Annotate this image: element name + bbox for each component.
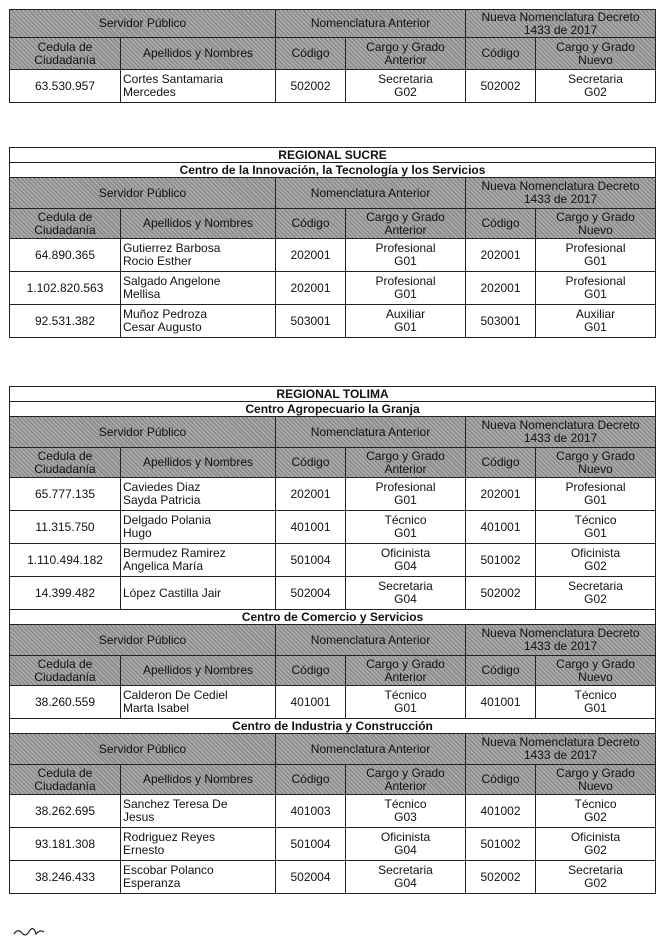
cell-codigo-anterior: 503001 xyxy=(276,305,346,338)
header-cargo-nuevo: Cargo y Grado Nuevo xyxy=(536,448,656,478)
header-cargo-anterior: Cargo y Grado Anterior xyxy=(346,209,466,239)
cell-cargo-nuevo: Oficinista G02 xyxy=(536,828,656,861)
cell-codigo-anterior: 501004 xyxy=(276,828,346,861)
cell-codigo-nuevo: 401002 xyxy=(466,795,536,828)
cell-cargo-nuevo: Técnico G01 xyxy=(536,686,656,719)
header-nom-anterior: Nomenclatura Anterior xyxy=(276,625,466,656)
centro-title: Centro de Industria y Construcción xyxy=(10,719,656,734)
cell-cargo-nuevo: Profesional G01 xyxy=(536,478,656,511)
cell-name: Escobar Polanco Esperanza xyxy=(121,861,276,894)
cell-codigo-nuevo: 501002 xyxy=(466,828,536,861)
table-row xyxy=(10,828,656,861)
header-cedula: Cedula de Ciudadanía xyxy=(10,448,121,478)
cell-cargo-anterior: Oficinista G04 xyxy=(346,828,466,861)
header-cedula: Cedula de Ciudadanía xyxy=(10,209,121,239)
header-servidor: Servidor Público xyxy=(10,10,276,38)
cell-cedula: 38.260.559 xyxy=(10,686,121,719)
header-codigo: Código xyxy=(276,38,346,70)
header-nom-nueva: Nueva Nomenclatura Decreto 1433 de 2017 xyxy=(466,10,656,38)
cell-codigo-anterior: 502004 xyxy=(276,577,346,610)
cell-cedula: 1.110.494.182 xyxy=(10,544,121,577)
header-codigo: Código xyxy=(276,765,346,795)
cell-cedula: 93.181.308 xyxy=(10,828,121,861)
table-row xyxy=(10,478,656,511)
cell-cargo-anterior: Oficinista G04 xyxy=(346,544,466,577)
cell-codigo-anterior: 401001 xyxy=(276,511,346,544)
cell-name: Bermudez Ramirez Angelica María xyxy=(121,544,276,577)
cell-codigo-nuevo: 502002 xyxy=(466,861,536,894)
header-nom-anterior: Nomenclatura Anterior xyxy=(276,417,466,448)
cell-cargo-anterior: Técnico G01 xyxy=(346,686,466,719)
cell-codigo-nuevo: 503001 xyxy=(466,305,536,338)
header-cargo-nuevo: Cargo y Grado Nuevo xyxy=(536,209,656,239)
centro-title: Centro de la Innovación, la Tecnología y los Servicios xyxy=(10,163,656,178)
cell-cargo-anterior: Secretaria G04 xyxy=(346,577,466,610)
cell-codigo-nuevo: 502002 xyxy=(466,577,536,610)
table-row xyxy=(10,70,656,103)
header-nom-anterior: Nomenclatura Anterior xyxy=(276,734,466,765)
cell-codigo-nuevo: 202001 xyxy=(466,478,536,511)
table-row xyxy=(10,305,656,338)
table-row xyxy=(10,544,656,577)
header-servidor: Servidor Público xyxy=(10,417,276,448)
cell-cedula: 38.246.433 xyxy=(10,861,121,894)
header-codigo: Código xyxy=(466,209,536,239)
cell-cedula: 92.531.382 xyxy=(10,305,121,338)
cell-codigo-nuevo: 502002 xyxy=(466,70,536,103)
header-nom-anterior: Nomenclatura Anterior xyxy=(276,178,466,209)
cell-codigo-anterior: 501004 xyxy=(276,544,346,577)
header-cargo-nuevo: Cargo y Grado Nuevo xyxy=(536,765,656,795)
header-nom-nueva: Nueva Nomenclatura Decreto 1433 de 2017 xyxy=(466,417,656,448)
header-cargo-nuevo: Cargo y Grado Nuevo xyxy=(536,656,656,686)
header-servidor: Servidor Público xyxy=(10,178,276,209)
cell-codigo-nuevo: 202001 xyxy=(466,239,536,272)
cell-cedula: 64.890.365 xyxy=(10,239,121,272)
cell-cargo-nuevo: Profesional G01 xyxy=(536,239,656,272)
header-apellidos: Apellidos y Nombres xyxy=(121,38,276,70)
cell-name: Sanchez Teresa De Jesus xyxy=(121,795,276,828)
centro-title: Centro Agropecuario la Granja xyxy=(10,402,656,417)
header-apellidos: Apellidos y Nombres xyxy=(121,209,276,239)
header-row-group xyxy=(10,10,656,38)
cell-name: Caviedes Diaz Sayda Patricia xyxy=(121,478,276,511)
cell-codigo-nuevo: 401001 xyxy=(466,511,536,544)
signature-mark xyxy=(12,924,72,938)
header-row-columns xyxy=(10,38,656,70)
table-row xyxy=(10,577,656,610)
header-nom-nueva: Nueva Nomenclatura Decreto 1433 de 2017 xyxy=(466,178,656,209)
cell-codigo-nuevo: 202001 xyxy=(466,272,536,305)
cell-codigo-anterior: 401001 xyxy=(276,686,346,719)
header-codigo: Código xyxy=(466,448,536,478)
regional-title: REGIONAL TOLIMA xyxy=(10,387,656,402)
cell-cargo-nuevo: Profesional G01 xyxy=(536,272,656,305)
header-codigo: Código xyxy=(466,38,536,70)
cell-cargo-nuevo: Oficinista G02 xyxy=(536,544,656,577)
header-cedula: Cedula de Ciudadanía xyxy=(10,38,121,70)
header-codigo: Código xyxy=(276,209,346,239)
centro-title: Centro de Comercio y Servicios xyxy=(10,610,656,625)
header-servidor: Servidor Público xyxy=(10,734,276,765)
cell-name: Cortes Santamaria Mercedes xyxy=(121,70,276,103)
cell-name: Muñoz Pedroza Cesar Augusto xyxy=(121,305,276,338)
table-regional-sucre xyxy=(9,147,656,338)
cell-cargo-anterior: Secretaria G04 xyxy=(346,861,466,894)
table-row xyxy=(10,272,656,305)
cell-cargo-anterior: Secretaria G02 xyxy=(346,70,466,103)
cell-cedula: 14.399.482 xyxy=(10,577,121,610)
header-servidor: Servidor Público xyxy=(10,625,276,656)
cell-cargo-anterior: Técnico G03 xyxy=(346,795,466,828)
cell-codigo-anterior: 202001 xyxy=(276,478,346,511)
table-row xyxy=(10,861,656,894)
cell-codigo-nuevo: 401001 xyxy=(466,686,536,719)
header-codigo: Código xyxy=(276,448,346,478)
header-codigo: Código xyxy=(276,656,346,686)
cell-codigo-anterior: 202001 xyxy=(276,272,346,305)
header-cargo-anterior: Cargo y Grado Anterior xyxy=(346,38,466,70)
cell-codigo-anterior: 202001 xyxy=(276,239,346,272)
header-nom-nueva: Nueva Nomenclatura Decreto 1433 de 2017 xyxy=(466,734,656,765)
cell-cargo-anterior: Profesional G01 xyxy=(346,239,466,272)
cell-codigo-anterior: 401003 xyxy=(276,795,346,828)
cell-name: Rodriguez Reyes Ernesto xyxy=(121,828,276,861)
header-nom-anterior: Nomenclatura Anterior xyxy=(276,10,466,38)
table-row xyxy=(10,511,656,544)
cell-cargo-anterior: Profesional G01 xyxy=(346,272,466,305)
cell-cedula: 65.777.135 xyxy=(10,478,121,511)
cell-codigo-nuevo: 501002 xyxy=(466,544,536,577)
cell-codigo-anterior: 502002 xyxy=(276,70,346,103)
cell-cargo-anterior: Técnico G01 xyxy=(346,511,466,544)
cell-name: López Castilla Jair xyxy=(121,577,276,610)
cell-name: Delgado Polania Hugo xyxy=(121,511,276,544)
cell-cargo-nuevo: Secretaria G02 xyxy=(536,70,656,103)
table-regional-tolima xyxy=(9,386,656,894)
header-cargo-anterior: Cargo y Grado Anterior xyxy=(346,448,466,478)
cell-name: Salgado Angelone Mellisa xyxy=(121,272,276,305)
cell-cedula: 11.315.750 xyxy=(10,511,121,544)
cell-codigo-anterior: 502004 xyxy=(276,861,346,894)
header-nom-nueva: Nueva Nomenclatura Decreto 1433 de 2017 xyxy=(466,625,656,656)
header-cedula: Cedula de Ciudadanía xyxy=(10,656,121,686)
cell-cargo-anterior: Auxiliar G01 xyxy=(346,305,466,338)
header-codigo: Código xyxy=(466,765,536,795)
cell-cedula: 38.262.695 xyxy=(10,795,121,828)
cell-cargo-nuevo: Técnico G02 xyxy=(536,795,656,828)
header-codigo: Código xyxy=(466,656,536,686)
header-cargo-anterior: Cargo y Grado Anterior xyxy=(346,656,466,686)
header-cargo-anterior: Cargo y Grado Anterior xyxy=(346,765,466,795)
header-apellidos: Apellidos y Nombres xyxy=(121,448,276,478)
table-row xyxy=(10,686,656,719)
table-row xyxy=(10,795,656,828)
header-cargo-nuevo: Cargo y Grado Nuevo xyxy=(536,38,656,70)
cell-cargo-nuevo: Secretaria G02 xyxy=(536,861,656,894)
table-row xyxy=(10,239,656,272)
regional-title: REGIONAL SUCRE xyxy=(10,148,656,163)
header-apellidos: Apellidos y Nombres xyxy=(121,656,276,686)
cell-name: Gutierrez Barbosa Rocio Esther xyxy=(121,239,276,272)
cell-cargo-nuevo: Secretaria G02 xyxy=(536,577,656,610)
cell-cargo-nuevo: Auxiliar G01 xyxy=(536,305,656,338)
header-cedula: Cedula de Ciudadanía xyxy=(10,765,121,795)
cell-cargo-nuevo: Técnico G01 xyxy=(536,511,656,544)
cell-name: Calderon De Cediel Marta Isabel xyxy=(121,686,276,719)
table-continuation xyxy=(9,9,656,103)
cell-cargo-anterior: Profesional G01 xyxy=(346,478,466,511)
cell-cedula: 1.102.820.563 xyxy=(10,272,121,305)
cell-cedula: 63.530.957 xyxy=(10,70,121,103)
header-apellidos: Apellidos y Nombres xyxy=(121,765,276,795)
